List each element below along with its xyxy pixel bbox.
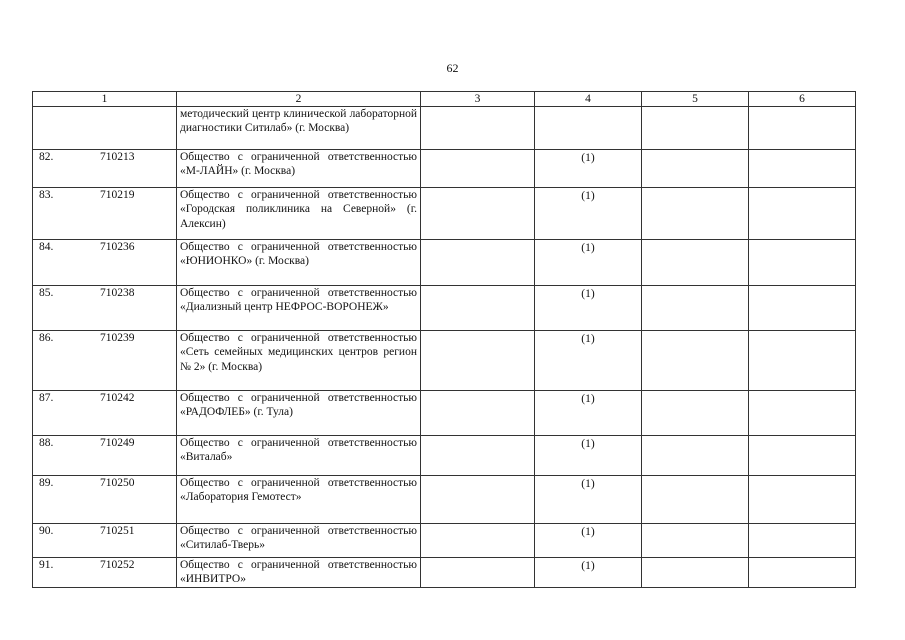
empty-cell: [749, 188, 856, 240]
empty-cell: [749, 331, 856, 391]
table-row: [33, 391, 856, 436]
empty-cell: [749, 391, 856, 436]
mark-value: (1): [581, 438, 595, 450]
empty-cell: [421, 107, 535, 150]
mark-value: (1): [581, 190, 595, 202]
empty-cell: [642, 107, 749, 150]
empty-cell: [749, 558, 856, 588]
organization-name: методический центр клинической лабораторной диагностики Ситилаб» (г. Москва): [177, 107, 421, 150]
empty-cell: [421, 188, 535, 240]
empty-cell: [421, 436, 535, 476]
mark-value: (1): [581, 152, 595, 164]
row-code: 710236: [100, 241, 135, 253]
row-code: 710219: [100, 189, 135, 201]
mark-value: (1): [581, 478, 595, 490]
mark-cell: [535, 107, 642, 150]
column-header: 5: [642, 92, 749, 107]
empty-cell: [642, 150, 749, 188]
table-row: [33, 476, 856, 524]
table-row: [33, 558, 856, 588]
empty-cell: [749, 107, 856, 150]
organization-name: Общество с ограниченной ответственностью «Виталаб»: [177, 436, 421, 476]
row-index: 82.: [39, 151, 54, 163]
organization-name: Общество с ограниченной ответственностью «Ситилаб-Тверь»: [177, 524, 421, 558]
table-row: [33, 240, 856, 286]
organizations-table: [32, 91, 856, 588]
empty-cell: [642, 188, 749, 240]
organization-name: Общество с ограниченной ответственностью «ИНВИТРО»: [177, 558, 421, 588]
empty-cell: [421, 524, 535, 558]
mark-cell: [535, 188, 642, 240]
empty-cell: [421, 391, 535, 436]
column-header: 2: [177, 92, 421, 107]
mark-cell: [535, 240, 642, 286]
table-row: [33, 150, 856, 188]
row-code: 710251: [100, 525, 135, 537]
header-row: [33, 92, 856, 107]
table-row: [33, 286, 856, 331]
row-index: 85.: [39, 287, 54, 299]
mark-cell: [535, 524, 642, 558]
mark-cell: [535, 476, 642, 524]
table-row: [33, 107, 856, 150]
organization-name: Общество с ограниченной ответственностью «Лаборатория Гемотест»: [177, 476, 421, 524]
empty-cell: [749, 286, 856, 331]
organization-name: Общество с ограниченной ответственностью «Сеть семейных медицинских центров регион № 2» (г. Москва): [177, 331, 421, 391]
organization-name: Общество с ограниченной ответственностью «Городская поликлиника на Северной» (г. Алексин): [177, 188, 421, 240]
empty-cell: [642, 476, 749, 524]
column-header: 1: [33, 92, 177, 107]
empty-cell: [642, 558, 749, 588]
empty-cell: [421, 476, 535, 524]
mark-value: (1): [581, 288, 595, 300]
row-index: 90.: [39, 525, 54, 537]
number-cell: [33, 476, 177, 524]
empty-cell: [749, 150, 856, 188]
table-row: [33, 331, 856, 391]
mark-cell: [535, 558, 642, 588]
row-code: 710238: [100, 287, 135, 299]
empty-cell: [749, 240, 856, 286]
row-code: 710249: [100, 437, 135, 449]
number-cell: [33, 107, 177, 150]
organization-name: Общество с ограниченной ответственностью «ЮНИОНКО» (г. Москва): [177, 240, 421, 286]
empty-cell: [421, 240, 535, 286]
row-index: 83.: [39, 189, 54, 201]
column-header: 4: [535, 92, 642, 107]
row-index: 89.: [39, 477, 54, 489]
row-code: 710242: [100, 392, 135, 404]
row-index: 84.: [39, 241, 54, 253]
row-code: 710252: [100, 559, 135, 571]
empty-cell: [642, 286, 749, 331]
organization-name: Общество с ограниченной ответственностью «РАДОФЛЕБ» (г. Тула): [177, 391, 421, 436]
organization-name: Общество с ограниченной ответственностью «Диализный центр НЕФРОС-ВОРОНЕЖ»: [177, 286, 421, 331]
mark-cell: [535, 150, 642, 188]
number-cell: [33, 391, 177, 436]
row-index: 91.: [39, 559, 54, 571]
table-row: [33, 188, 856, 240]
mark-value: (1): [581, 560, 595, 572]
mark-cell: [535, 331, 642, 391]
empty-cell: [421, 150, 535, 188]
mark-cell: [535, 391, 642, 436]
empty-cell: [749, 436, 856, 476]
table-row: [33, 524, 856, 558]
number-cell: [33, 524, 177, 558]
number-cell: [33, 331, 177, 391]
row-code: 710250: [100, 477, 135, 489]
empty-cell: [749, 524, 856, 558]
table-row: [33, 436, 856, 476]
page-number: 62: [446, 61, 459, 75]
number-cell: [33, 150, 177, 188]
number-cell: [33, 240, 177, 286]
empty-cell: [421, 286, 535, 331]
empty-cell: [642, 436, 749, 476]
row-code: 710239: [100, 332, 135, 344]
mark-value: (1): [581, 242, 595, 254]
empty-cell: [642, 240, 749, 286]
mark-value: (1): [581, 526, 595, 538]
mark-value: (1): [581, 333, 595, 345]
empty-cell: [421, 558, 535, 588]
mark-cell: [535, 436, 642, 476]
number-cell: [33, 188, 177, 240]
number-cell: [33, 286, 177, 331]
number-cell: [33, 436, 177, 476]
number-cell: [33, 558, 177, 588]
mark-value: (1): [581, 393, 595, 405]
column-header: 6: [749, 92, 856, 107]
row-index: 87.: [39, 392, 54, 404]
organization-name: Общество с ограниченной ответственностью «М-ЛАЙН» (г. Москва): [177, 150, 421, 188]
column-header: 3: [421, 92, 535, 107]
empty-cell: [421, 331, 535, 391]
empty-cell: [642, 331, 749, 391]
empty-cell: [642, 391, 749, 436]
empty-cell: [749, 476, 856, 524]
row-code: 710213: [100, 151, 135, 163]
row-index: 86.: [39, 332, 54, 344]
row-index: 88.: [39, 437, 54, 449]
mark-cell: [535, 286, 642, 331]
empty-cell: [642, 524, 749, 558]
